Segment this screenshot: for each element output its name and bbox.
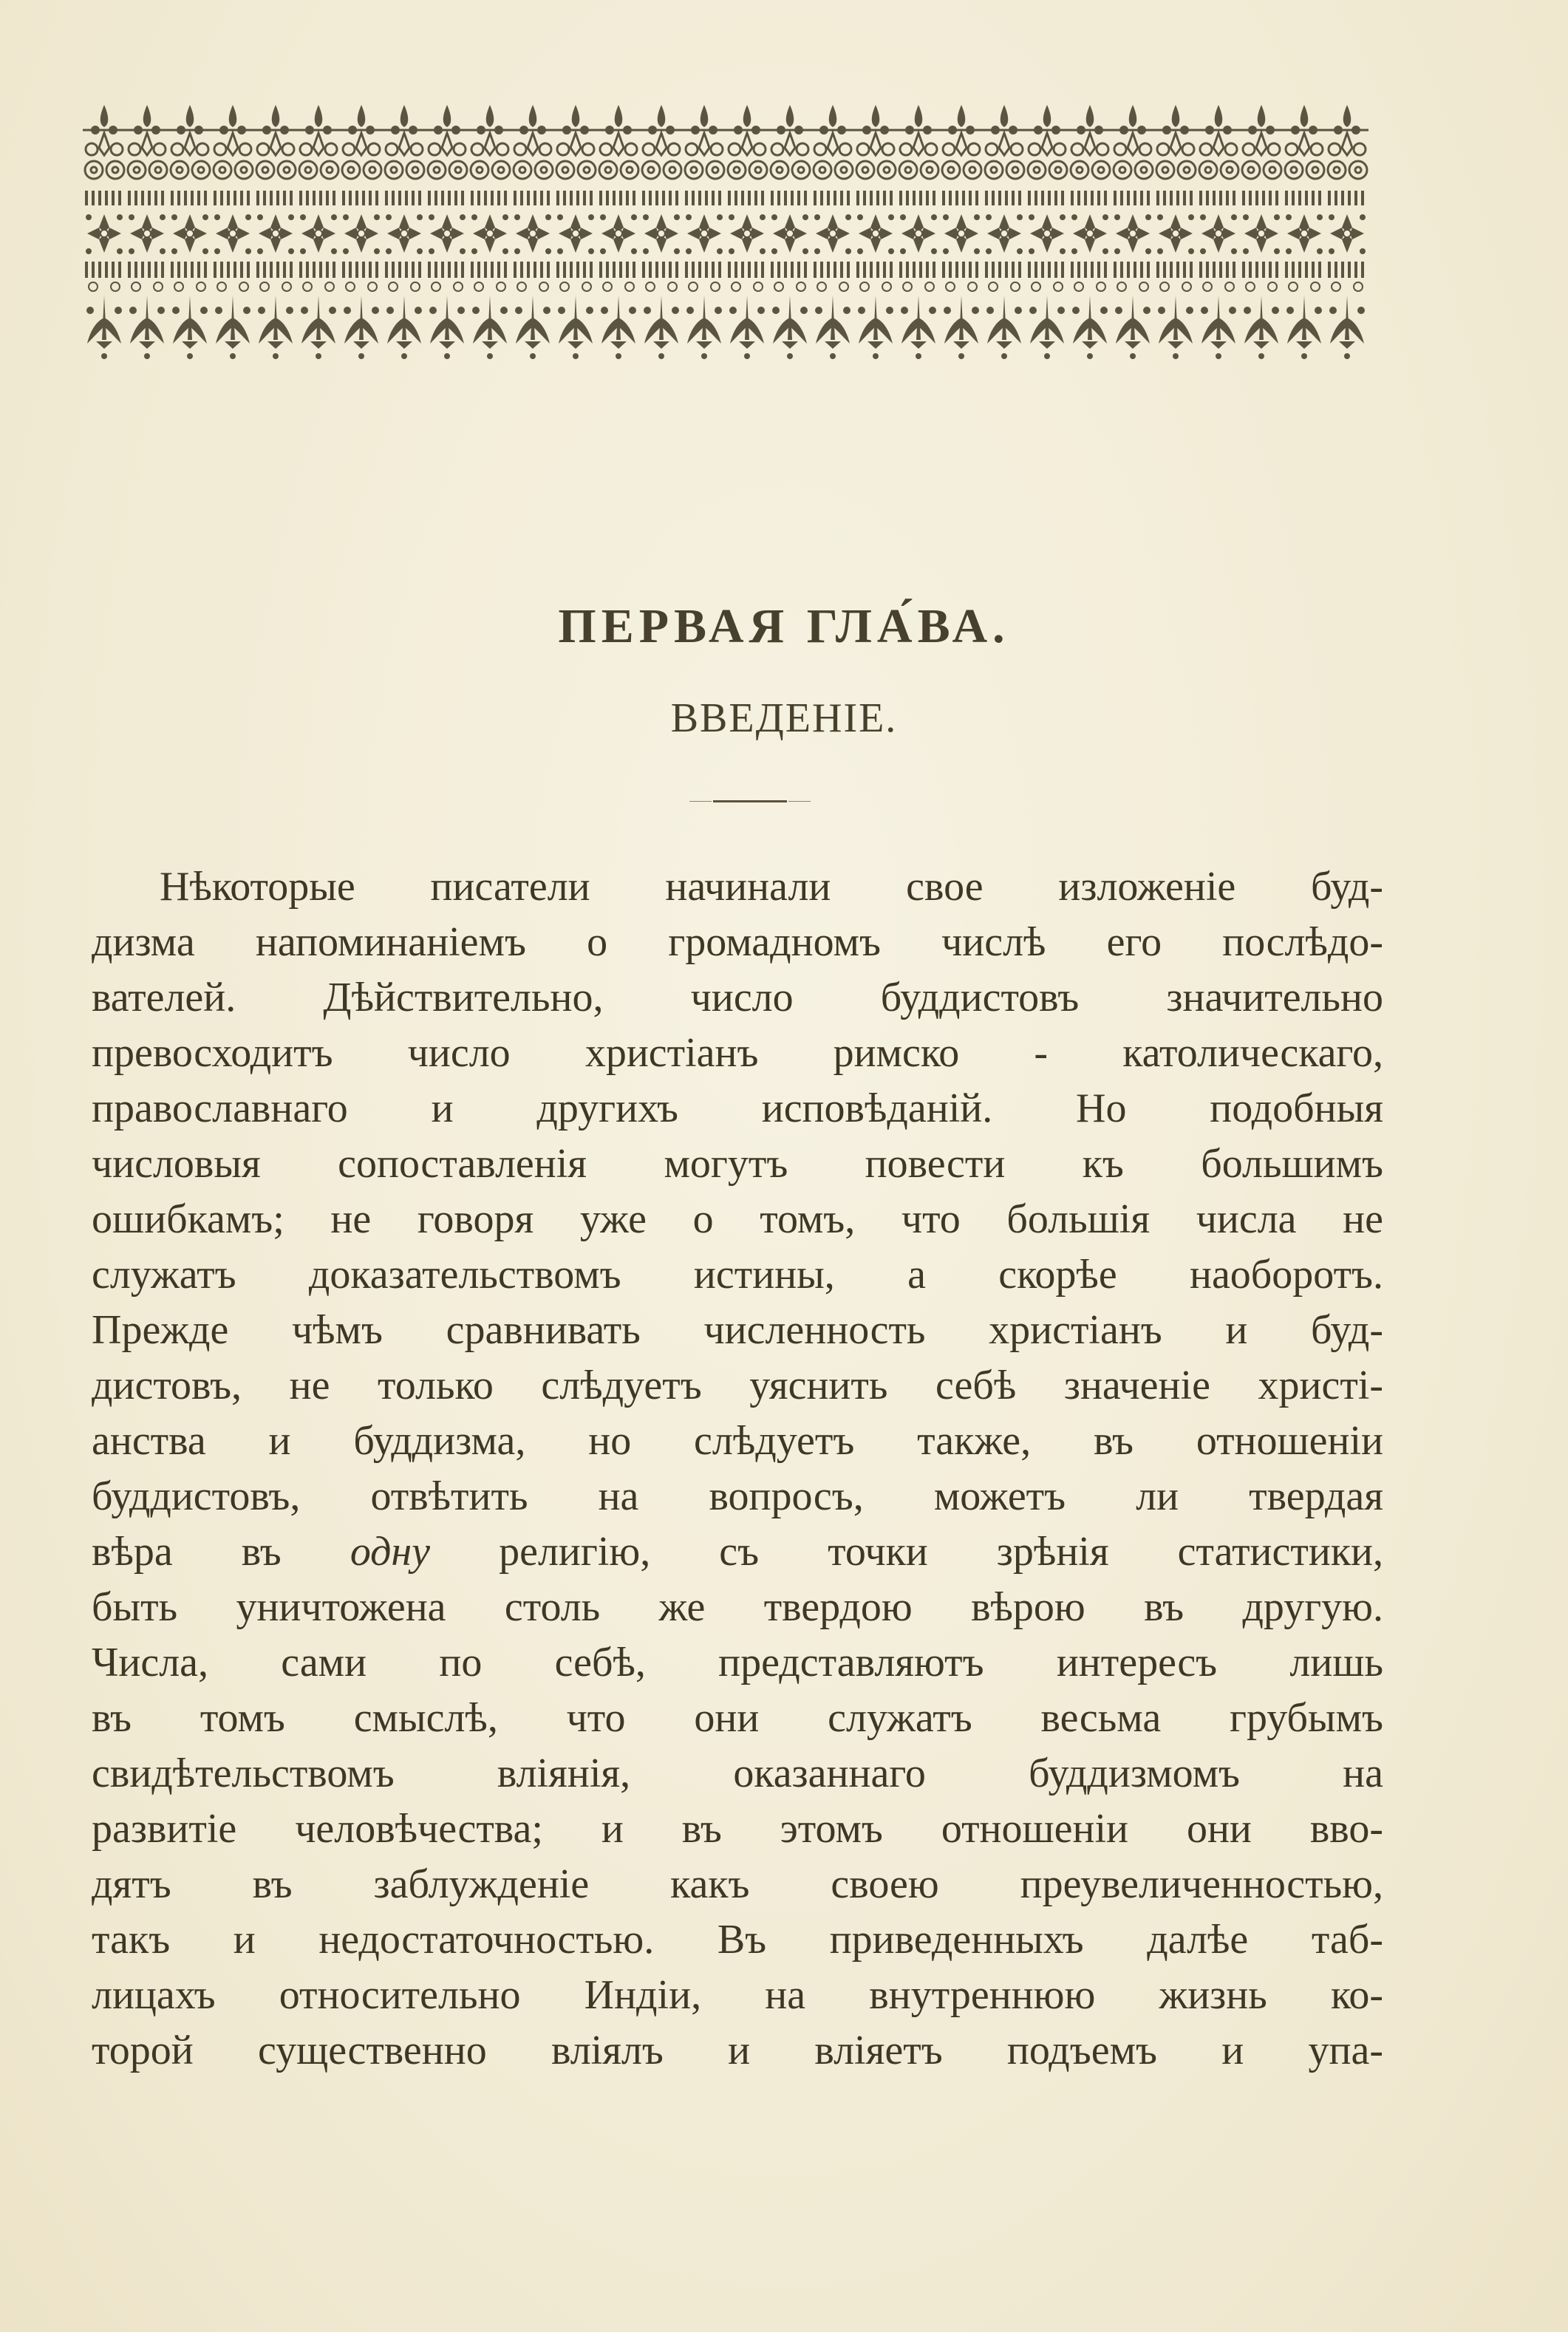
- text-line: дятъ въ заблужденіе какъ своею преувеличенностью,: [92, 1861, 1383, 1907]
- text-line: быть уничтожена столь же твердою вѣрою въ другую.: [92, 1584, 1383, 1630]
- text-segment: религію, съ точки зрѣнія статистики,: [499, 1529, 1383, 1575]
- text-line: лицахъ относительно Индіи, на внутреннюю жизнь ко-: [92, 1972, 1383, 2018]
- text-line: Нѣкоторые писатели начинали свое изложеніе буд-: [160, 864, 1383, 910]
- italic-emphasis: одну: [350, 1529, 431, 1575]
- text-line: православнаго и другихъ исповѣданій. Но подобныя: [92, 1085, 1383, 1131]
- text-line: развитіе человѣчества; и въ этомъ отношеніи они вво-: [92, 1806, 1383, 1852]
- text-line: ошибкамъ; не говоря уже о томъ, что большія числа не: [92, 1196, 1383, 1242]
- section-divider: [713, 800, 787, 802]
- text-line: буддистовъ, отвѣтить на вопросъ, можетъ ли твердая: [92, 1473, 1383, 1519]
- text-line: Прежде чѣмъ сравнивать численность христіанъ и буд-: [92, 1307, 1383, 1353]
- text-line: дизма напоминаніемъ о громадномъ числѣ его послѣдо-: [92, 919, 1383, 965]
- text-line: служатъ доказательствомъ истины, а скорѣе наоборотъ.: [92, 1252, 1383, 1298]
- text-line: вателей. Дѣйствительно, число буддистовъ значительно: [92, 975, 1383, 1020]
- text-line: торой существенно вліялъ и вліяетъ подъемъ и упа-: [92, 2028, 1383, 2073]
- chapter-heading: ПЕРВАЯ ГЛА́ВА.: [558, 599, 1010, 653]
- decorative-headpiece-ornament: [83, 96, 1368, 362]
- text-line: числовыя сопоставленія могутъ повести къ большимъ: [92, 1141, 1383, 1187]
- text-line: анства и буддизма, но слѣдуетъ также, въ отношеніи: [92, 1418, 1383, 1464]
- text-line: [92, 1524, 1383, 1580]
- text-line: въ томъ смыслѣ, что они служатъ весьма грубымъ: [92, 1695, 1383, 1741]
- text-segment: вѣра въ: [92, 1529, 282, 1575]
- text-line: свидѣтельствомъ вліянія, оказаннаго буддизмомъ на: [92, 1750, 1383, 1796]
- text-line: такъ и недостаточностью. Въ приведенныхъ далѣе таб-: [92, 1917, 1383, 1963]
- text-line: дистовъ, не только слѣдуетъ уяснить себѣ значеніе христі-: [92, 1363, 1383, 1408]
- text-line: Числа, сами по себѣ, представляютъ интересъ лишь: [92, 1640, 1383, 1685]
- body-text: [92, 859, 1383, 2079]
- chapter-title: ВВЕДЕНІЕ.: [670, 695, 898, 741]
- text-line: превосходитъ число христіанъ римско - католическаго,: [92, 1030, 1383, 1076]
